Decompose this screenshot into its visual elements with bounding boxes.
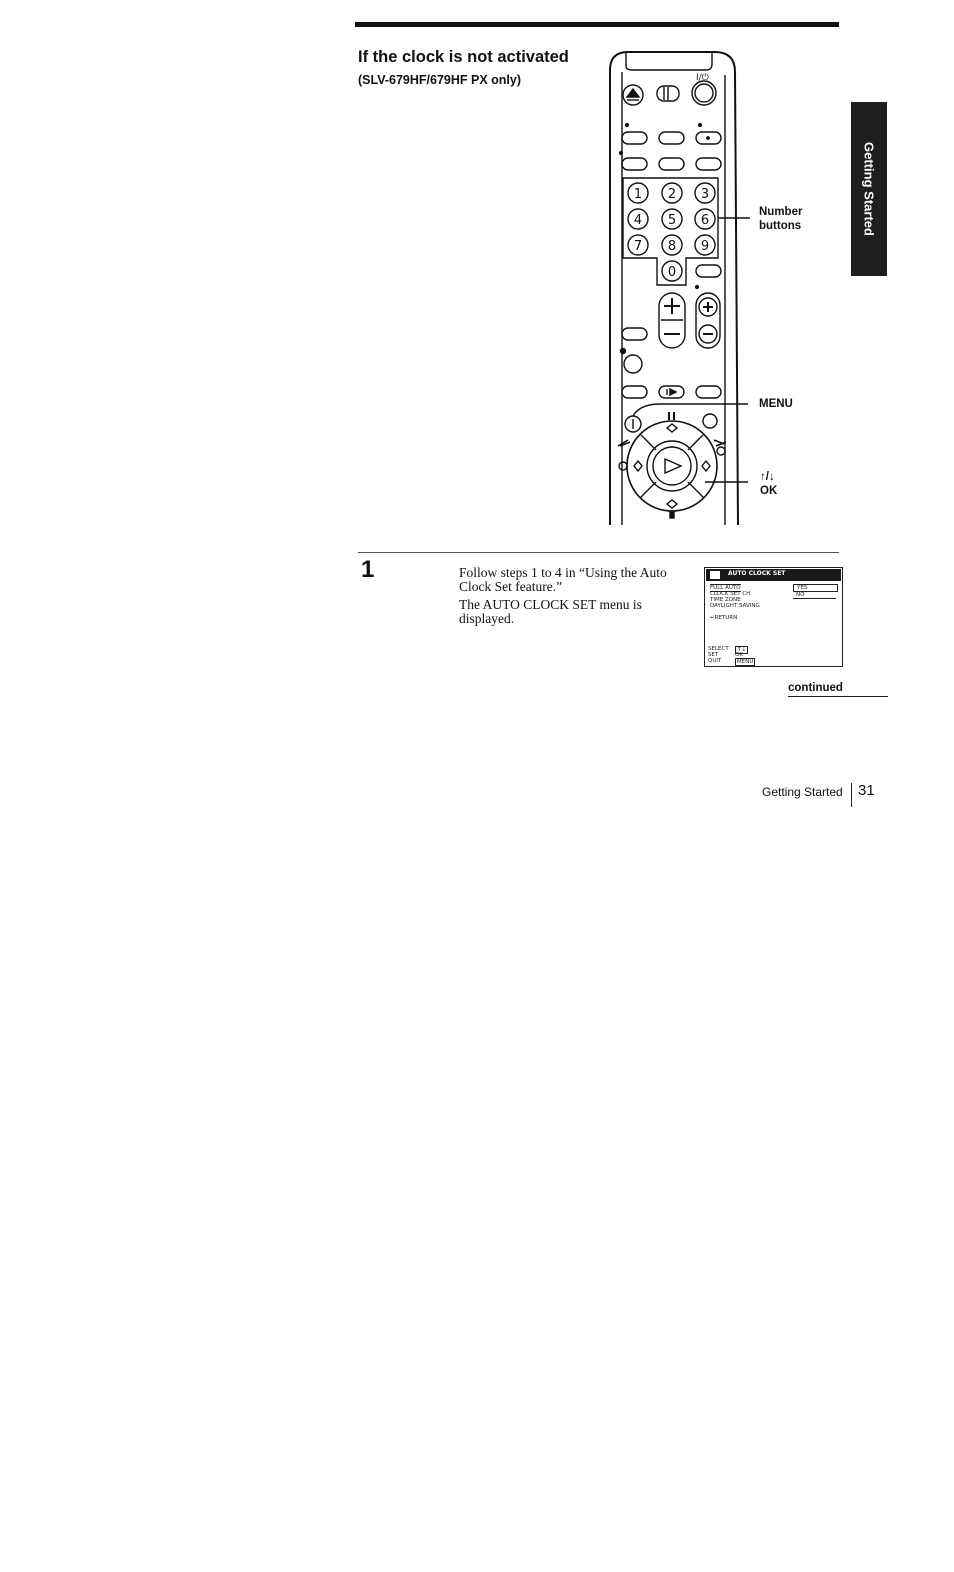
section-subtitle: (SLV-679HF/679HF PX only)	[358, 73, 522, 87]
osd-return: ↵RETURN	[710, 615, 738, 621]
remote-button	[696, 386, 721, 398]
channel-rocker-icon	[696, 293, 720, 348]
step-divider	[358, 552, 839, 553]
svg-text:4: 4	[633, 213, 643, 228]
remote-button	[622, 132, 647, 144]
remote-button	[659, 132, 684, 144]
number-button-1	[628, 183, 648, 203]
remote-button	[622, 386, 647, 398]
svg-text:6: 6	[700, 213, 710, 228]
osd-legend-set: SET	[708, 652, 719, 658]
navigation-dial-icon	[618, 421, 726, 518]
osd-title: AUTO CLOCK SET	[728, 570, 786, 577]
record-button-icon	[624, 355, 642, 373]
page-number: 31	[858, 782, 875, 799]
step-instruction: Follow steps 1 to 4 in “Using the Auto Clock Set feature.”	[459, 565, 667, 594]
osd-option-yes: YES	[793, 584, 838, 592]
number-button-6	[695, 209, 715, 229]
menu-callout: MENU	[759, 398, 793, 410]
osd-key-quit: MENU	[737, 659, 754, 665]
ok-callout: OK	[760, 485, 778, 497]
osd-legend-select: SELECT	[708, 646, 729, 652]
number-button-9	[695, 235, 715, 255]
osd-row-full-auto: FULL AUTO	[710, 585, 741, 591]
svg-text:7: 7	[633, 239, 643, 254]
slow-play-button-icon	[659, 386, 684, 398]
number-button-7	[628, 235, 648, 255]
section-title: If the clock is not activated	[358, 48, 569, 66]
remote-button	[659, 158, 684, 170]
svg-text:8: 8	[667, 239, 677, 254]
footer-divider	[851, 783, 852, 807]
vcr-icon	[710, 571, 720, 579]
osd-legend-quit: QUIT	[708, 658, 722, 664]
tv-vcr-switch-icon	[657, 86, 679, 101]
step-result: The AUTO CLOCK SET menu is displayed.	[459, 597, 642, 626]
eject-icon	[623, 85, 643, 105]
remote-control-illustration	[600, 45, 760, 530]
svg-text:2: 2	[667, 187, 677, 202]
power-label: I/⏻	[696, 73, 709, 83]
svg-text:5: 5	[667, 213, 677, 228]
remote-button	[622, 158, 647, 170]
footer-section-label: Getting Started	[762, 785, 843, 799]
number-button-5	[662, 209, 682, 229]
auto-clock-set-menu-screen	[704, 567, 843, 667]
number-button-8	[662, 235, 682, 255]
continued-rule	[788, 696, 888, 697]
side-tab-label: Getting Started	[861, 142, 877, 236]
svg-text:9: 9	[700, 239, 710, 254]
number-button-3	[695, 183, 715, 203]
svg-text:1: 1	[633, 187, 643, 202]
osd-row-clock-set-ch: CLOCK SET CH	[710, 591, 751, 597]
number-button-0	[662, 261, 682, 281]
osd-header	[706, 569, 841, 581]
number-button-2	[662, 183, 682, 203]
svg-text:0: 0	[667, 265, 677, 280]
osd-row-daylight-saving: DAYLIGHT SAVING	[710, 603, 760, 609]
side-tab	[851, 102, 887, 276]
step-number: 1	[361, 556, 375, 583]
osd-key-select: ↑↓	[737, 647, 747, 653]
osd-option-no: NO	[793, 592, 836, 599]
continued-label: continued	[788, 682, 843, 694]
pause-icon	[669, 412, 674, 420]
top-rule	[355, 22, 839, 27]
arrows-callout: ↑/↓	[760, 471, 775, 483]
remote-button	[696, 265, 721, 277]
number-button-4	[628, 209, 648, 229]
volume-rocker-icon	[659, 293, 685, 348]
number-buttons-callout: Number buttons	[759, 206, 803, 232]
osd-key-set: OK	[735, 652, 743, 658]
osd-row-time-zone: TIME ZONE	[710, 597, 741, 603]
remote-button	[622, 328, 647, 340]
svg-text:3: 3	[700, 187, 710, 202]
remote-button	[696, 158, 721, 170]
